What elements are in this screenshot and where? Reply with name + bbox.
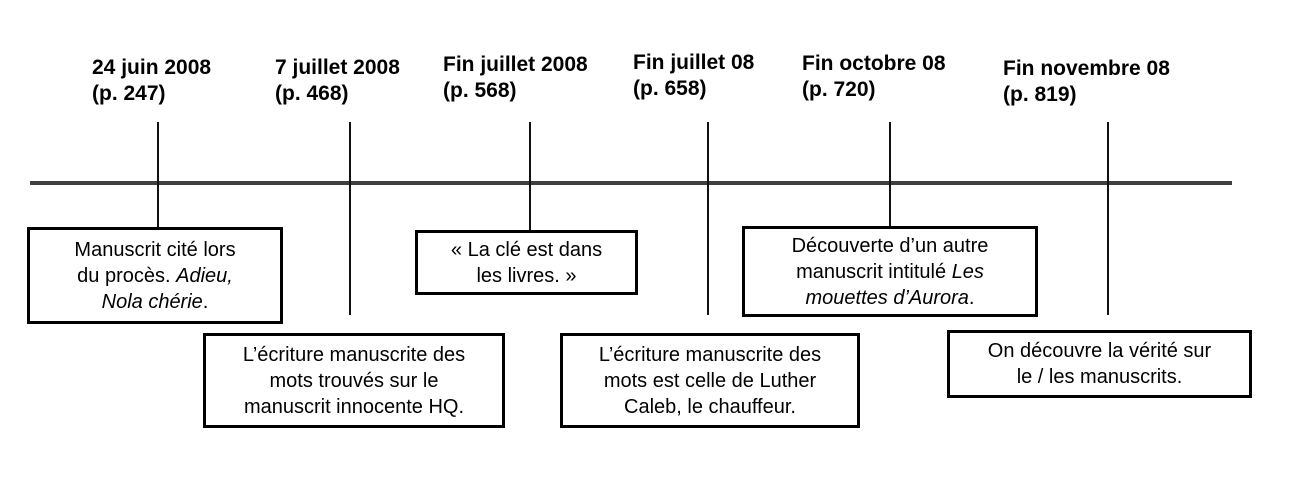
- note-line: [270, 368, 439, 394]
- event-date: Fin octobre 08: [802, 52, 946, 75]
- note-text-segment: .: [968, 286, 975, 309]
- note-line: [1017, 364, 1183, 390]
- note-text-segment: manuscrit intitulé: [796, 260, 952, 283]
- event-2-note-box: [203, 333, 505, 428]
- timeline-axis: [30, 181, 1232, 185]
- tick-event-5: [889, 122, 891, 226]
- note-line: [102, 289, 209, 315]
- event-4-note-box: [560, 333, 860, 428]
- note-line: [77, 263, 233, 289]
- tick-event-4: [707, 122, 709, 315]
- event-3-date-label: [443, 52, 588, 104]
- event-4-date-label: [633, 50, 754, 102]
- event-date: Fin juillet 08: [633, 51, 755, 74]
- event-page-ref: (p. 468): [275, 82, 349, 105]
- tick-event-1: [157, 122, 159, 227]
- note-text-segment: les livres. »: [476, 264, 577, 287]
- note-line: [806, 285, 975, 311]
- note-line: [604, 368, 816, 394]
- event-page-ref: (p. 247): [92, 82, 166, 105]
- note-line: [792, 233, 989, 259]
- event-page-ref: (p. 819): [1003, 83, 1077, 106]
- note-text-segment: « La clé est dans: [450, 238, 603, 261]
- note-line: [244, 394, 464, 420]
- event-date: 24 juin 2008: [92, 56, 212, 79]
- note-text-segment: Les: [951, 260, 984, 283]
- tick-event-6: [1107, 122, 1109, 315]
- event-date: 7 juillet 2008: [275, 56, 400, 79]
- event-5-note-box: [742, 226, 1038, 317]
- note-text-segment: Caleb, le chauffeur.: [624, 395, 796, 418]
- event-6-date-label: [1003, 56, 1170, 108]
- note-line: [796, 259, 984, 285]
- note-text-segment: manuscrit innocente HQ.: [243, 395, 465, 418]
- note-text-segment: mots trouvés sur le: [269, 369, 439, 392]
- event-date: Fin juillet 2008: [443, 53, 588, 76]
- event-1-note-box: [27, 227, 283, 324]
- note-text-segment: Manuscrit cité lors: [74, 238, 236, 261]
- note-line: [599, 342, 821, 368]
- note-line: [243, 342, 465, 368]
- event-page-ref: (p. 658): [633, 77, 707, 100]
- note-line: [74, 237, 235, 263]
- event-2-date-label: [275, 55, 400, 107]
- note-text-segment: L’écriture manuscrite des: [242, 343, 466, 366]
- note-text-segment: le / les manuscrits.: [1016, 366, 1183, 388]
- note-text-segment: .: [202, 290, 209, 313]
- event-6-note-box: [947, 330, 1252, 398]
- note-text-segment: Nola chérie: [101, 290, 203, 313]
- note-line: [624, 394, 796, 420]
- note-line: [476, 263, 576, 289]
- tick-event-2: [349, 122, 351, 315]
- event-5-date-label: [802, 51, 946, 103]
- event-page-ref: (p. 720): [802, 78, 876, 101]
- note-text-segment: mots est celle de Luther: [603, 369, 817, 392]
- note-text-segment: mouettes d’Aurora: [805, 286, 969, 309]
- note-text-segment: On découvre la vérité sur: [987, 340, 1212, 362]
- event-1-date-label: [92, 55, 211, 107]
- note-text-segment: Découverte d’un autre: [791, 234, 989, 257]
- note-text-segment: L’écriture manuscrite des: [598, 343, 822, 366]
- note-line: [988, 338, 1211, 364]
- event-date: Fin novembre 08: [1003, 57, 1170, 80]
- note-text-segment: du procès.: [77, 264, 177, 287]
- tick-event-3: [529, 122, 531, 230]
- note-line: [451, 237, 602, 263]
- event-3-note-box: [415, 230, 638, 295]
- note-text-segment: Adieu,: [176, 264, 233, 287]
- event-page-ref: (p. 568): [443, 79, 517, 102]
